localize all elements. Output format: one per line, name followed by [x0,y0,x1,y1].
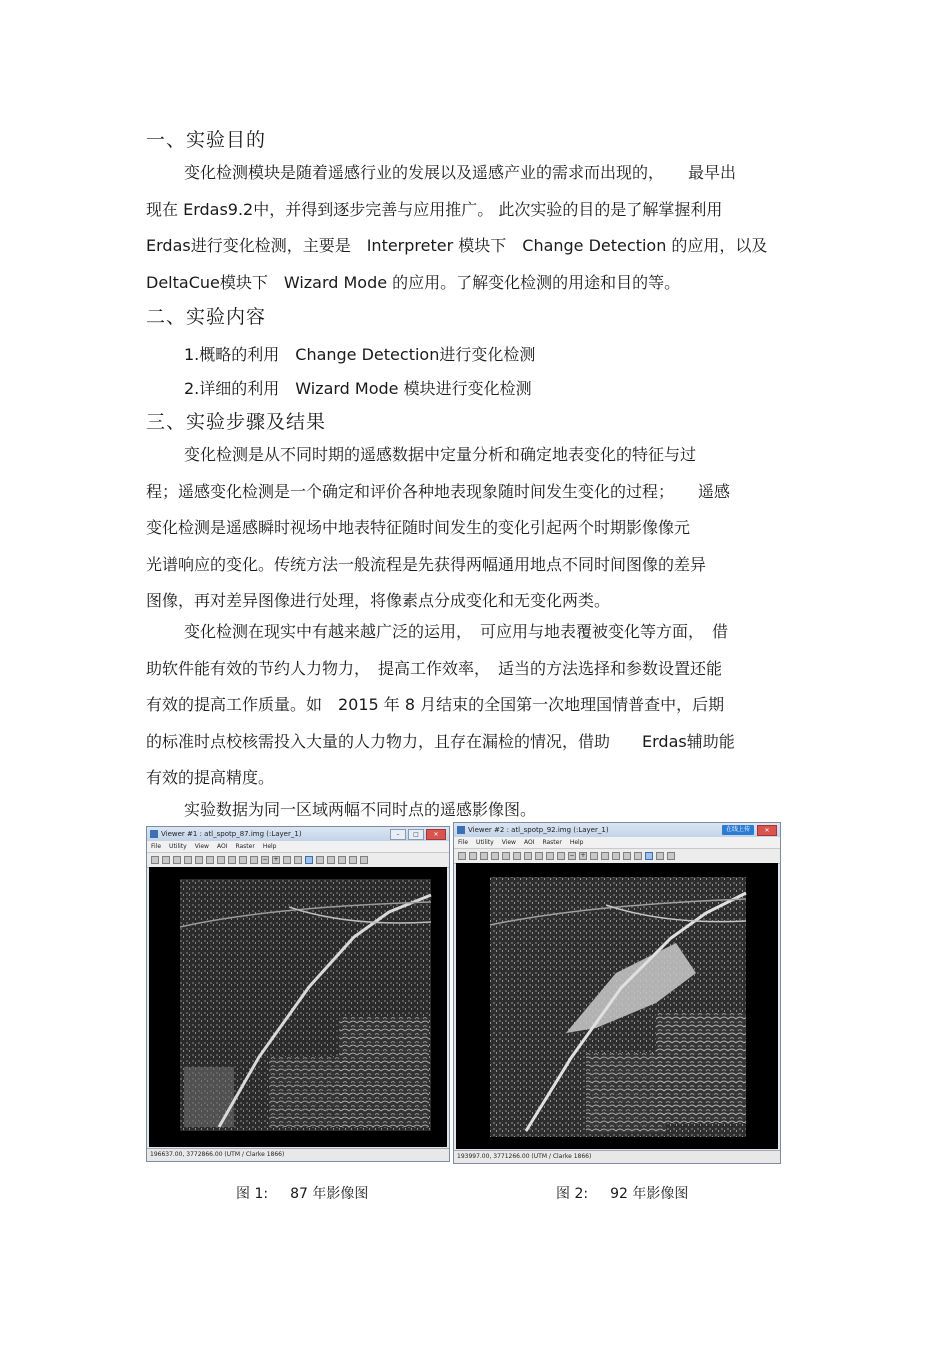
figure-caption-1 [236,1183,368,1203]
clear-icon[interactable] [480,852,488,860]
urban-area [184,1067,234,1127]
zoom-extent-icon[interactable] [546,852,554,860]
satellite-image-87 [149,867,447,1147]
zoom-in-icon[interactable] [623,852,631,860]
status-bar: 193997.00, 3771266.00 (UTM / Clarke 1866) [454,1150,780,1163]
status-bar: 196637.00, 3772866.00 (UTM / Clarke 1866) [147,1148,449,1161]
viewer-title: Viewer #1 : atl_spotp_87.img (:Layer_1) [161,830,302,838]
section-title-content: 二、实验内容 [146,306,267,328]
viewer-window-1 [146,826,450,1162]
content-item-2: 2.详细的利用 Wizard Mode 模块进行变化检测 [184,379,532,398]
menu-aoi[interactable]: AOI [523,839,535,846]
text-line: 光谱响应的变化。传统方法一般流程是先获得两幅通用地点不同时间图像的差异 [146,554,707,574]
menu-bar [454,837,780,849]
open-layer-icon[interactable] [162,856,170,864]
zoom-out-icon[interactable] [634,852,642,860]
select-arrow-icon[interactable] [612,852,620,860]
online-upload-badge[interactable]: 在线上传 [722,825,754,835]
toolbar [454,849,780,864]
inquire-icon[interactable] [360,856,368,864]
viewer-window-2 [453,822,781,1164]
info-icon[interactable] [217,856,225,864]
open-layer-icon[interactable] [469,852,477,860]
menu-utility[interactable]: Utility [476,839,494,846]
steps-paragraph-1 [146,437,806,620]
open-icon[interactable] [151,856,159,864]
menu-help[interactable]: Help [569,839,584,846]
menu-file[interactable]: File [458,839,469,846]
figure-caption-2 [556,1183,688,1203]
caption-text: 87 年影像图 [290,1186,369,1202]
close-button[interactable]: ✕ [757,825,777,836]
menu-bar [147,841,449,853]
info-icon[interactable] [524,852,532,860]
text-line: 变化检测是从不同时期的遥感数据中定量分析和确定地表变化的特征与过 [184,445,697,464]
text-line: 现在 Erdas9.2中，并得到逐步完善与应用推广。 此次实验的目的是了解掌握利用 [146,199,723,219]
satellite-image-panel[interactable] [456,863,778,1149]
fit-icon[interactable] [535,852,543,860]
viewer-title-bar [147,827,449,841]
satellite-image-panel[interactable] [149,867,447,1147]
chart-icon[interactable] [601,852,609,860]
print-icon[interactable] [195,856,203,864]
text-line: 变化检测是遥感瞬时视场中地表特征随时间发生的变化引起两个时期影像像元 [146,518,691,537]
residential-area [339,1017,429,1127]
data-intro-text: 实验数据为同一区域两幅不同时点的遥感影像图。 [184,800,537,819]
menu-view[interactable]: View [194,843,209,850]
zoom-out-icon[interactable] [327,856,335,864]
app-icon [150,830,158,838]
text-line: Erdas进行变化检测，主要是 Interpreter 模块下 Change Detection 的应用，以及 [146,236,768,255]
zoom-in-icon[interactable] [316,856,324,864]
menu-raster[interactable]: Raster [542,839,562,846]
plus-icon[interactable]: + [273,856,279,863]
zoom-box-icon[interactable] [557,852,565,860]
text-line: 的标准时点校核需投入大量的人力物力，且存在漏检的情况，借助 Erdas辅助能 [146,731,735,751]
print-icon[interactable] [502,852,510,860]
open-icon[interactable] [458,852,466,860]
roam-icon[interactable] [645,852,653,860]
fit-icon[interactable] [228,856,236,864]
menu-aoi[interactable]: AOI [216,843,228,850]
caption-label: 图 1: [236,1186,269,1202]
text-line: 有效的提高精度。 [146,768,275,787]
chart-icon[interactable] [294,856,302,864]
section-title-steps: 三、实验步骤及结果 [146,411,327,433]
plus-icon[interactable]: + [580,852,586,859]
text-line: 有效的提高工作质量。如 2015 年 8 月结束的全国第一次地理国情普查中，后期 [146,695,725,714]
viewer-title-bar [454,823,780,837]
purpose-paragraph [146,155,806,301]
menu-file[interactable]: File [151,843,162,850]
measure-icon[interactable] [206,856,214,864]
text-line: 助软件能有效的节约人力物力， 提高工作效率， 适当的方法选择和参数设置还能 [146,658,723,678]
content-item-1: 1.概略的利用 Change Detection进行变化检测 [184,345,536,364]
minus-icon[interactable]: − [262,856,268,863]
measure-icon[interactable] [513,852,521,860]
close-button[interactable]: ✕ [426,829,446,840]
cursor-tool-icon[interactable] [283,856,291,864]
residential-area [586,1053,666,1133]
pan-hand-icon[interactable] [656,852,664,860]
text-line: 变化检测在现实中有越来越广泛的运用， 可应用与地表覆被变化等方面， 借 [184,622,729,641]
save-icon[interactable] [491,852,499,860]
zoom-extent-icon[interactable] [239,856,247,864]
caption-label: 图 2: [556,1186,589,1202]
text-line: 图像，再对差异图像进行处理，将像素点分成变化和无变化两类。 [146,591,611,610]
steps-paragraph-2 [146,614,806,797]
residential-area [269,1057,349,1127]
clear-icon[interactable] [173,856,181,864]
satellite-image-92 [456,863,778,1149]
text-line: DeltaCue模块下 Wizard Mode 的应用。了解变化检测的用途和目的等。 [146,272,681,292]
residential-area [656,1013,746,1123]
menu-view[interactable]: View [501,839,516,846]
zoom-box-icon[interactable] [250,856,258,864]
app-icon [457,826,465,834]
cursor-tool-icon[interactable] [590,852,598,860]
maximize-button[interactable]: □ [408,829,424,840]
roam-icon[interactable] [338,856,346,864]
text-line: 程；遥感变化检测是一个确定和评价各种地表现象随时间发生变化的过程； 遥感 [146,481,731,501]
section-title-purpose: 一、实验目的 [146,129,267,151]
toolbar [147,853,449,868]
minimize-button[interactable]: – [390,829,406,840]
menu-utility[interactable]: Utility [169,843,187,850]
text-line: 变化检测模块是随着遥感行业的发展以及遥感产业的需求而出现的， 最早出 [184,163,737,182]
select-arrow-icon[interactable] [305,856,313,864]
pan-hand-icon[interactable] [349,856,357,864]
minus-icon[interactable]: − [569,852,575,859]
caption-text: 92 年影像图 [610,1186,689,1202]
inquire-icon[interactable] [667,852,675,860]
menu-help[interactable]: Help [262,843,277,850]
save-icon[interactable] [184,856,192,864]
menu-raster[interactable]: Raster [235,843,255,850]
viewer-title: Viewer #2 : atl_spotp_92.img (:Layer_1) [468,826,609,834]
